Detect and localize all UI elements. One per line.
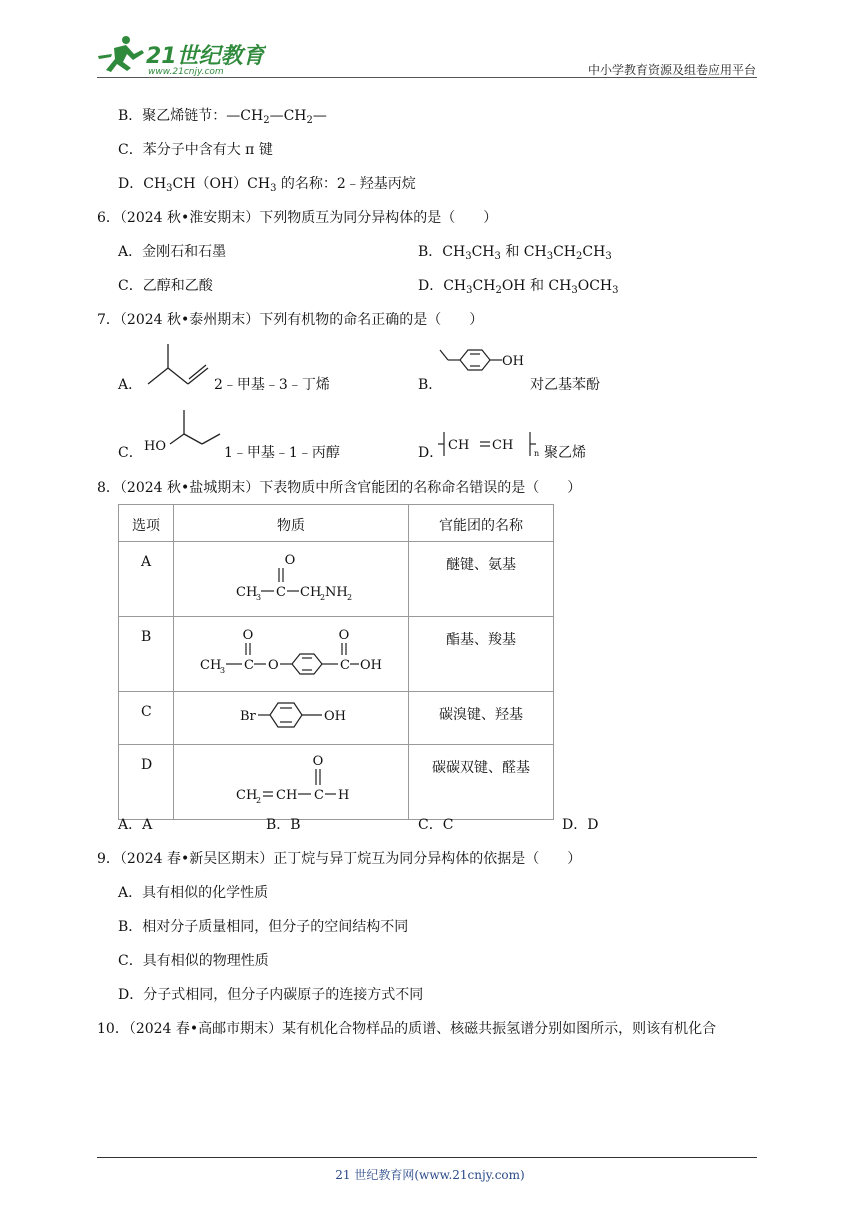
- svg-text:O: O: [312, 754, 324, 769]
- svg-text:O: O: [268, 658, 279, 673]
- q6-option-d: D．$CH_3CH_2OH$ 和 $CH_3OCH_3$: [418, 278, 619, 296]
- row-option-b: B: [141, 629, 152, 645]
- svg-text:2: 2: [347, 593, 353, 602]
- q7-option-c-name: 1﹣甲基﹣1﹣丙醇: [224, 445, 340, 461]
- table-header-substance: 物质: [277, 518, 305, 534]
- q8-answer-b: B．B: [266, 817, 301, 833]
- footer-rule: [97, 1157, 757, 1158]
- svg-text:O: O: [338, 628, 350, 643]
- q8-stem: 8．（2024 秋•盐城期末）下表物质中所含官能团的名称命名错误的是（ ）: [97, 480, 582, 496]
- q10-stem: 10．（2024 春•高邮市期末）某有机化合物样品的质谱、核磁共振氢谱分别如图所示，则该有机化合: [97, 1021, 717, 1037]
- svg-text:O: O: [284, 553, 296, 568]
- q9-option-b: B．相对分子质量相同，但分子的空间结构不同: [118, 919, 409, 935]
- q6-option-a: A．金刚石和石墨: [118, 244, 227, 260]
- q5-option-d: D．$CH_3CH(OH)CH_3$ 的名称：2﹣羟基丙烷: [118, 176, 416, 194]
- svg-text:CH: CH: [276, 788, 298, 803]
- svg-text:C: C: [314, 788, 324, 803]
- table-row: [119, 745, 554, 820]
- row-group-a: 醚键、氨基: [446, 557, 516, 573]
- platform-name: 中小学教育资源及组卷应用平台: [587, 63, 756, 77]
- q8-answer-c: C．C: [418, 817, 454, 833]
- q7-option-a-name: 2﹣甲基﹣3﹣丁烯: [214, 377, 330, 393]
- logo-url: www.21cnjy.com: [148, 67, 224, 76]
- row-group-b: 酯基、羧基: [446, 632, 516, 648]
- q7-stem: 7．（2024 秋•泰州期末）下列有机物的命名正确的是（ ）: [97, 312, 484, 328]
- q7-option-d-structure: [438, 428, 542, 464]
- q7-option-c-structure: [144, 406, 224, 462]
- q9-option-d: D．分子式相同，但分子内碳原子的连接方式不同: [118, 987, 424, 1003]
- q9-option-a: A．具有相似的化学性质: [118, 885, 269, 901]
- svg-text:Br: Br: [240, 709, 256, 724]
- q7-option-b-structure: [438, 346, 530, 392]
- q7-option-d-label: D．: [418, 445, 444, 461]
- svg-text:CH: CH: [236, 788, 258, 803]
- svg-text:O: O: [242, 628, 254, 643]
- q7-option-b-name: 对乙基苯酚: [530, 377, 600, 393]
- structure-c: [174, 692, 408, 740]
- svg-text:CH: CH: [200, 658, 222, 673]
- row-group-d: 碳碳双键、醛基: [432, 760, 530, 776]
- svg-text:C: C: [340, 658, 350, 673]
- svg-text:CH: CH: [448, 438, 470, 453]
- table-row: [119, 692, 554, 745]
- table-row: [119, 617, 554, 692]
- svg-text:CH: CH: [492, 438, 514, 453]
- svg-text:HO: HO: [144, 439, 166, 454]
- svg-text:C: C: [244, 658, 254, 673]
- table-header-group: 官能团的名称: [439, 518, 523, 534]
- svg-text:NH: NH: [325, 585, 348, 600]
- q8-answer-d: D．D: [562, 817, 599, 833]
- row-option-c: C: [141, 704, 152, 720]
- row-option-a: A: [141, 554, 152, 570]
- q7-option-a-structure: [142, 342, 214, 394]
- svg-text:H: H: [338, 788, 350, 803]
- svg-text:3: 3: [256, 593, 262, 602]
- q9-option-c: C．具有相似的物理性质: [118, 953, 269, 969]
- table-header-option: 选项: [132, 518, 160, 534]
- q7-option-d-name: 聚乙烯: [544, 445, 586, 461]
- svg-text:OH: OH: [360, 658, 382, 673]
- logo-text: 21世纪教育: [146, 44, 265, 69]
- structure-a: [174, 542, 408, 612]
- row-group-c: 碳溴键、羟基: [439, 707, 523, 723]
- table-header-row: [119, 505, 554, 542]
- q7-option-b-label: B．: [418, 377, 443, 393]
- q6-stem: 6．（2024 秋•淮安期末）下列物质互为同分异构体的是（ ）: [97, 210, 498, 226]
- row-option-d: D: [141, 757, 153, 773]
- svg-text:2: 2: [256, 796, 262, 805]
- svg-text:2: 2: [320, 593, 326, 602]
- svg-text:n: n: [534, 449, 540, 458]
- table-row: [119, 542, 554, 617]
- structure-b: [174, 617, 408, 687]
- q7-option-c-label: C．: [118, 445, 143, 461]
- svg-text:OH: OH: [502, 354, 524, 369]
- q9-stem: 9．（2024 春•新吴区期末）正丁烷与异丁烷互为同分异构体的依据是（ ）: [97, 851, 582, 867]
- svg-text:CH: CH: [300, 585, 322, 600]
- q6-option-c: C．乙醇和乙酸: [118, 278, 213, 294]
- q8-answer-a: A．A: [118, 817, 153, 833]
- svg-text:OH: OH: [324, 709, 346, 724]
- site-logo: [96, 34, 266, 76]
- q7-option-a-label: A．: [118, 377, 143, 393]
- svg-text:3: 3: [220, 666, 226, 675]
- structure-d: [174, 745, 408, 815]
- svg-text:CH: CH: [236, 585, 258, 600]
- q5-option-c: C．苯分子中含有大 π 键: [118, 142, 273, 158]
- header-rule: [97, 77, 757, 78]
- footer-link[interactable]: 21 世纪教育网(www.21cnjy.com): [335, 1168, 525, 1182]
- svg-text:C: C: [276, 585, 286, 600]
- functional-group-table: [118, 504, 554, 820]
- q6-option-b: B．$CH_3CH_3$ 和 $CH_3CH_2CH_3$: [418, 244, 612, 262]
- q5-option-b: B．聚乙烯链节：$—CH_2—CH_2—$: [118, 108, 327, 126]
